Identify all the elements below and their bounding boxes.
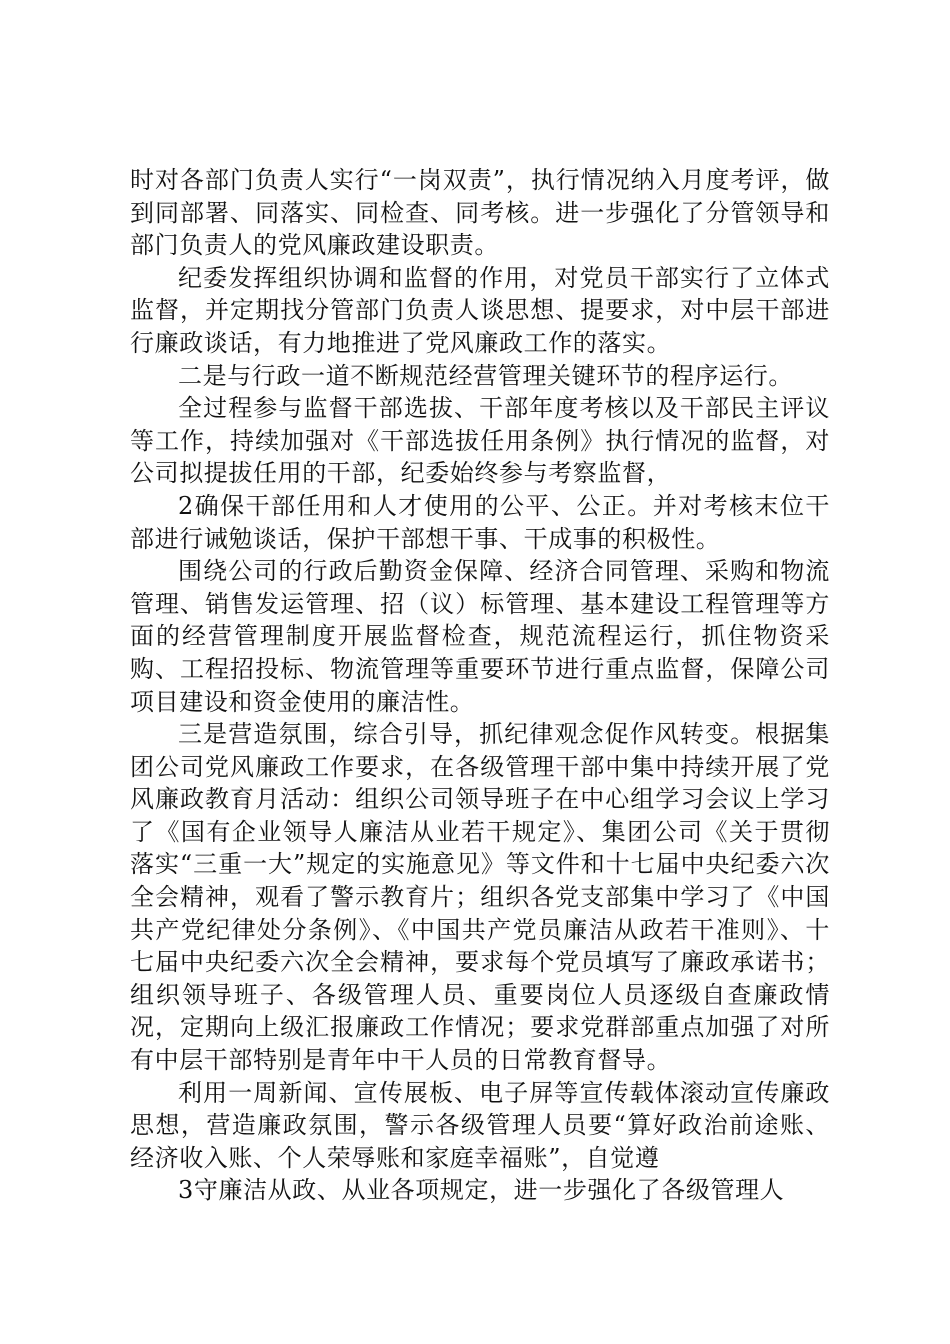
paragraph-6: 围绕公司的行政后勤资金保障、经济合同管理、采购和物流管理、销售发运管理、招（议）标管理、基本建设工程管理等方面的经营管理制度开展监督检查，规范流程运行，抓住物资采购、工程招投标、物流管理等重要环节进行重点监督，保障公司项目建设和资金使用的廉洁性。 [130,557,830,716]
paragraph-8: 利用一周新闻、宣传展板、电子屏等宣传载体滚动宣传廉政思想，营造廉政氛围，警示各级管理人员要“算好政治前途账、经济收入账、个人荣辱账和家庭幸福账”，自觉遵 [130,1078,830,1172]
paragraph-9: 3守廉洁从政、从业各项规定，进一步强化了各级管理人 [178,1176,785,1205]
document-body [130,164,830,1207]
paragraph-7: 三是营造氛围，综合引导，抓纪律观念促作风转变。根据集团公司党风廉政工作要求，在各级管理干部中集中持续开展了党风廉政教育月活动：组织公司领导班子在中心组学习会议上学习了《国有企业领导人廉洁从业若干规定》、集团公司《关于贯彻落实“三重一大”规定的实施意见》等文件和十七届中央纪委六次全会精神，观看了警示教育片；组织各党支部集中学习了《中国共产党纪律处分条例》、《中国共产党员廉洁从政若干准则》、十七届中央纪委六次全会精神，要求每个党员填写了廉政承诺书；组织领导班子、各级管理人员、重要岗位人员逐级自查廉政情况，定期向上级汇报廉政工作情况；要求党群部重点加强了对所有中层干部特别是青年中干人员的日常教育督导。 [130,720,830,1075]
paragraph-4: 全过程参与监督干部选拔、干部年度考核以及干部民主评议等工作，持续加强对《干部选拔任用条例》执行情况的监督，对公司拟提拔任用的干部，纪委始终参与考察监督， [130,394,830,488]
paragraph-1: 时对各部门负责人实行“一岗双责”，执行情况纳入月度考评，做到同部署、同落实、同检查、同考核。进一步强化了分管领导和部门负责人的党风廉政建设职责。 [130,166,830,260]
paragraph-3: 二是与行政一道不断规范经营管理关键环节的程序运行。 [178,361,793,390]
paragraph-2: 纪委发挥组织协调和监督的作用，对党员干部实行了立体式监督，并定期找分管部门负责人谈思想、提要求，对中层干部进行廉政谈话，有力地推进了党风廉政工作的落实。 [130,263,830,357]
paragraph-5: 2确保干部任用和人才使用的公平、公正。并对考核末位干部进行诫勉谈话，保护干部想干事、干成事的积极性。 [130,491,830,553]
